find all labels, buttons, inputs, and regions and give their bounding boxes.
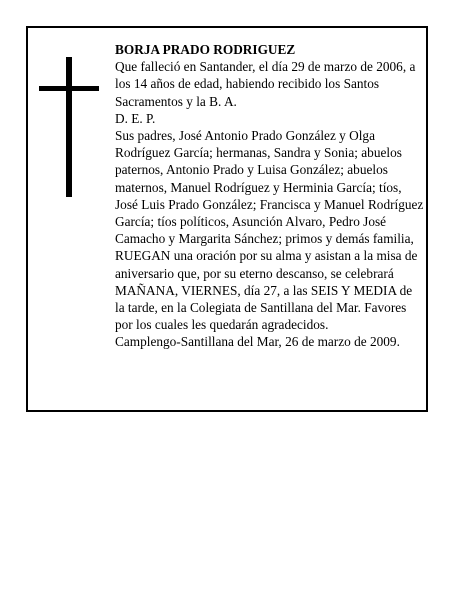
obituary-notice (26, 26, 428, 412)
cross-horizontal-bar (39, 86, 99, 91)
place-date: Camplengo-Santillana del Mar, 26 de marzo de 2009. (115, 334, 400, 350)
cross-vertical-bar (66, 57, 72, 197)
rip-line: D. E. P. (115, 110, 156, 126)
death-info: Que falleció en Santander, el día 29 de marzo de 2006, a los 14 años de edad, habiendo recibido los Santos Sacramentos y la B. A. (115, 59, 416, 109)
cross-icon (39, 57, 99, 197)
deceased-name: BORJA PRADO RODRIGUEZ (115, 42, 296, 57)
notice-text-block (115, 41, 425, 351)
family-list: Sus padres, José Antonio Prado González y Olga Rodríguez García; hermanas, Sandra y Sonia; abuelos paternos, Antonio Prado y Luisa González; abuelos maternos, Manuel Rodríguez y Herminia García; tíos, José Luis Prado González; Francisca y Manuel Rodríguez García; tíos políticos, Asunción Alvaro, Pedro José Camacho y Margarita Sánchez; primos y demás familia, (115, 128, 424, 247)
mass-request: RUEGAN una oración por su alma y asistan a la misa de aniversario que, por su eterno descanso, se celebrará MAÑANA, VIERNES, día 27, a las SEIS Y MEDIA de la tarde, en la Colegiata de Santillana del Mar. Favores por los cuales les quedarán agradecidos. (115, 248, 418, 333)
